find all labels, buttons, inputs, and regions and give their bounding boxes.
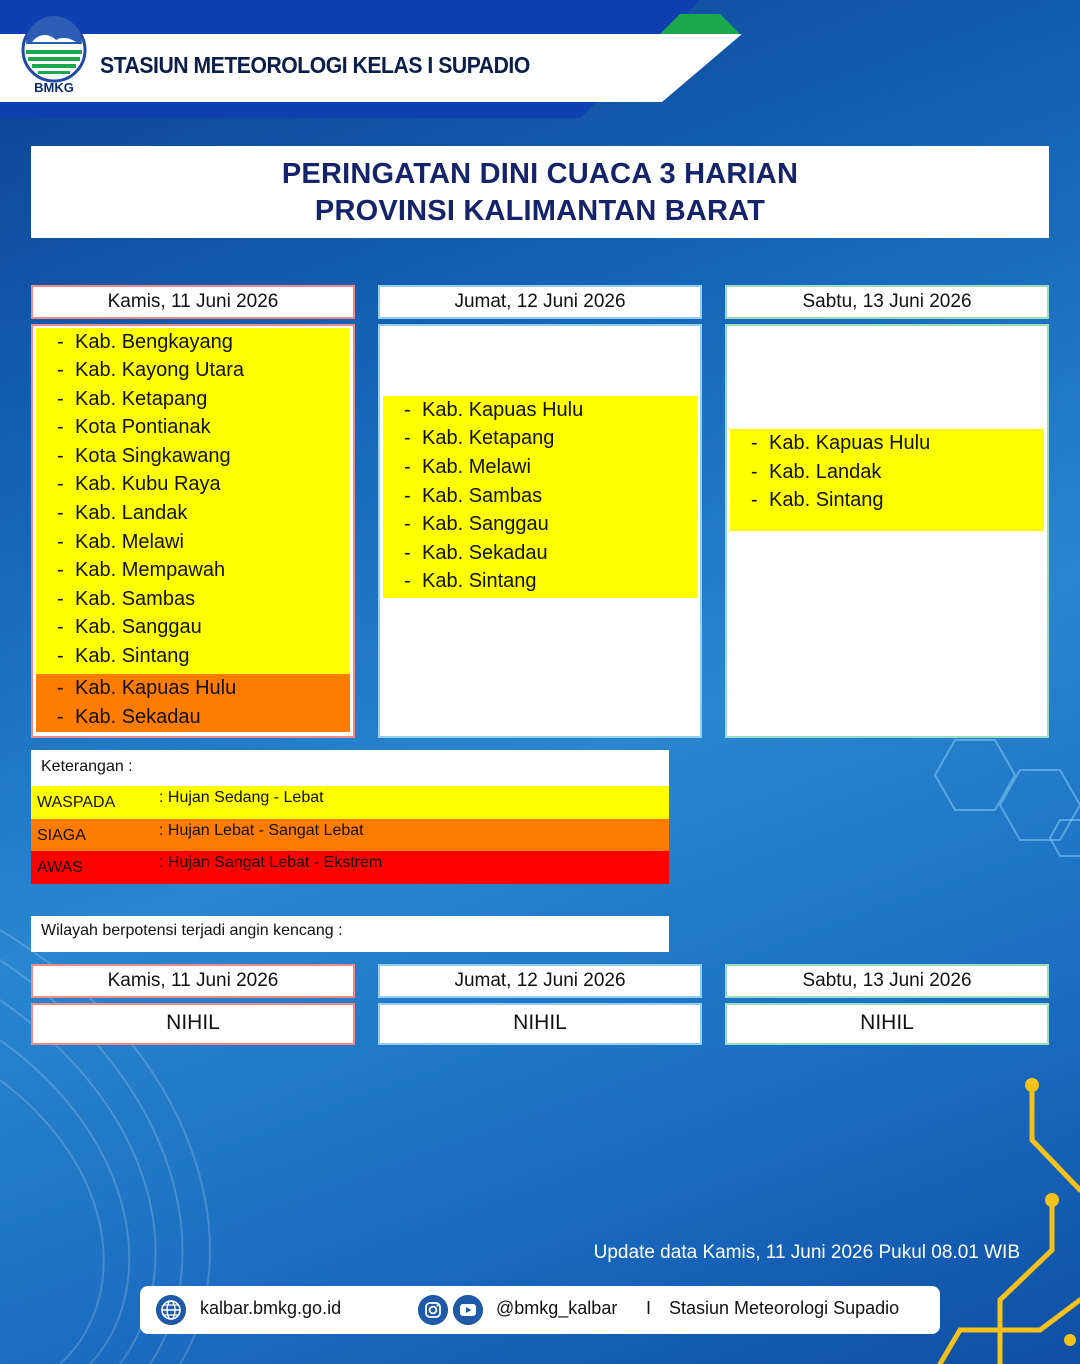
legend-desc: : Hujan Lebat - Sangat Lebat	[159, 822, 364, 839]
date-header-day1: Kamis, 11 Juni 2026	[31, 285, 355, 319]
update-timestamp: Update data Kamis, 11 Juni 2026 Pukul 08.01 WIB	[593, 1242, 1020, 1263]
list-item: - Kab. Sintang	[404, 570, 537, 592]
wind-date-day2: Jumat, 12 Juni 2026	[378, 964, 702, 998]
legend-caption: Keterangan :	[41, 758, 133, 775]
list-item: - Kab. Sambas	[57, 588, 196, 610]
list-item: - Kab. Ketapang	[57, 388, 208, 410]
wind-value-day3: NIHIL	[725, 1003, 1049, 1045]
station-name: STASIUN METEOROLOGI KELAS I SUPADIO	[100, 52, 530, 78]
list-item: - Kab. Landak	[57, 502, 188, 524]
wind-date-day1: Kamis, 11 Juni 2026	[31, 964, 355, 998]
list-item: - Kab. Sekadau	[404, 542, 548, 564]
title-box	[31, 146, 1049, 238]
legend-row-waspada	[31, 786, 669, 819]
wind-value-day2: NIHIL	[378, 1003, 702, 1045]
list-item: - Kab. Kapuas Hulu	[751, 432, 931, 454]
list-item: - Kab. Kayong Utara	[57, 359, 244, 381]
legend-box	[31, 750, 669, 884]
date-header-day2: Jumat, 12 Juni 2026	[378, 285, 702, 319]
list-item: - Kab. Bengkayang	[57, 331, 233, 353]
list-item: - Kab. Landak	[751, 461, 882, 483]
globe-icon	[156, 1295, 186, 1325]
list-item: - Kab. Ketapang	[404, 427, 555, 449]
footer-website-link[interactable]: kalbar.bmkg.go.id	[200, 1298, 342, 1318]
legend-row-siaga	[31, 819, 669, 852]
list-item: - Kota Pontianak	[57, 416, 211, 438]
legend-key: AWAS	[37, 859, 83, 876]
list-item: - Kab. Mempawah	[57, 559, 226, 581]
list-item: - Kab. Melawi	[57, 531, 184, 553]
list-item: - Kab. Kubu Raya	[57, 473, 221, 495]
warning-column-day1	[31, 324, 355, 738]
list-item: - Kab. Sintang	[57, 645, 190, 667]
list-item: - Kab. Sanggau	[404, 513, 549, 535]
footer-separator: I	[646, 1298, 652, 1318]
logo-text: BMKG	[34, 80, 74, 95]
title-line-1: PERINGATAN DINI CUACA 3 HARIAN	[281, 158, 799, 190]
warning-column-day2	[378, 324, 702, 738]
wind-caption: Wilayah berpotensi terjadi angin kencang :	[31, 916, 669, 952]
youtube-icon[interactable]	[453, 1295, 483, 1325]
legend-desc: : Hujan Sangat Lebat - Ekstrem	[159, 854, 383, 871]
list-item: - Kab. Sambas	[404, 485, 543, 507]
legend-key: SIAGA	[37, 827, 86, 844]
instagram-icon[interactable]	[418, 1295, 448, 1325]
legend-row-awas	[31, 851, 669, 884]
date-header-day3: Sabtu, 13 Juni 2026	[725, 285, 1049, 319]
list-item: - Kab. Melawi	[404, 456, 531, 478]
legend-desc: : Hujan Sedang - Lebat	[159, 789, 324, 806]
list-item: - Kab. Sanggau	[57, 616, 202, 638]
list-item: - Kab. Kapuas Hulu	[404, 399, 584, 421]
footer-social-handle[interactable]: @bmkg_kalbar	[496, 1298, 618, 1318]
warning-column-day3	[725, 324, 1049, 738]
list-item: - Kab. Sintang	[751, 489, 884, 511]
wind-value-day1: NIHIL	[31, 1003, 355, 1045]
legend-key: WASPADA	[37, 794, 116, 811]
title-line-2: PROVINSI KALIMANTAN BARAT	[314, 195, 766, 227]
list-item: - Kota Singkawang	[57, 445, 231, 467]
footer-bar	[140, 1286, 940, 1334]
list-item: - Kab. Kapuas Hulu	[57, 677, 237, 699]
footer-station-name: Stasiun Meteorologi Supadio	[669, 1298, 900, 1318]
wind-date-day3: Sabtu, 13 Juni 2026	[725, 964, 1049, 998]
list-item: - Kab. Sekadau	[57, 706, 201, 728]
